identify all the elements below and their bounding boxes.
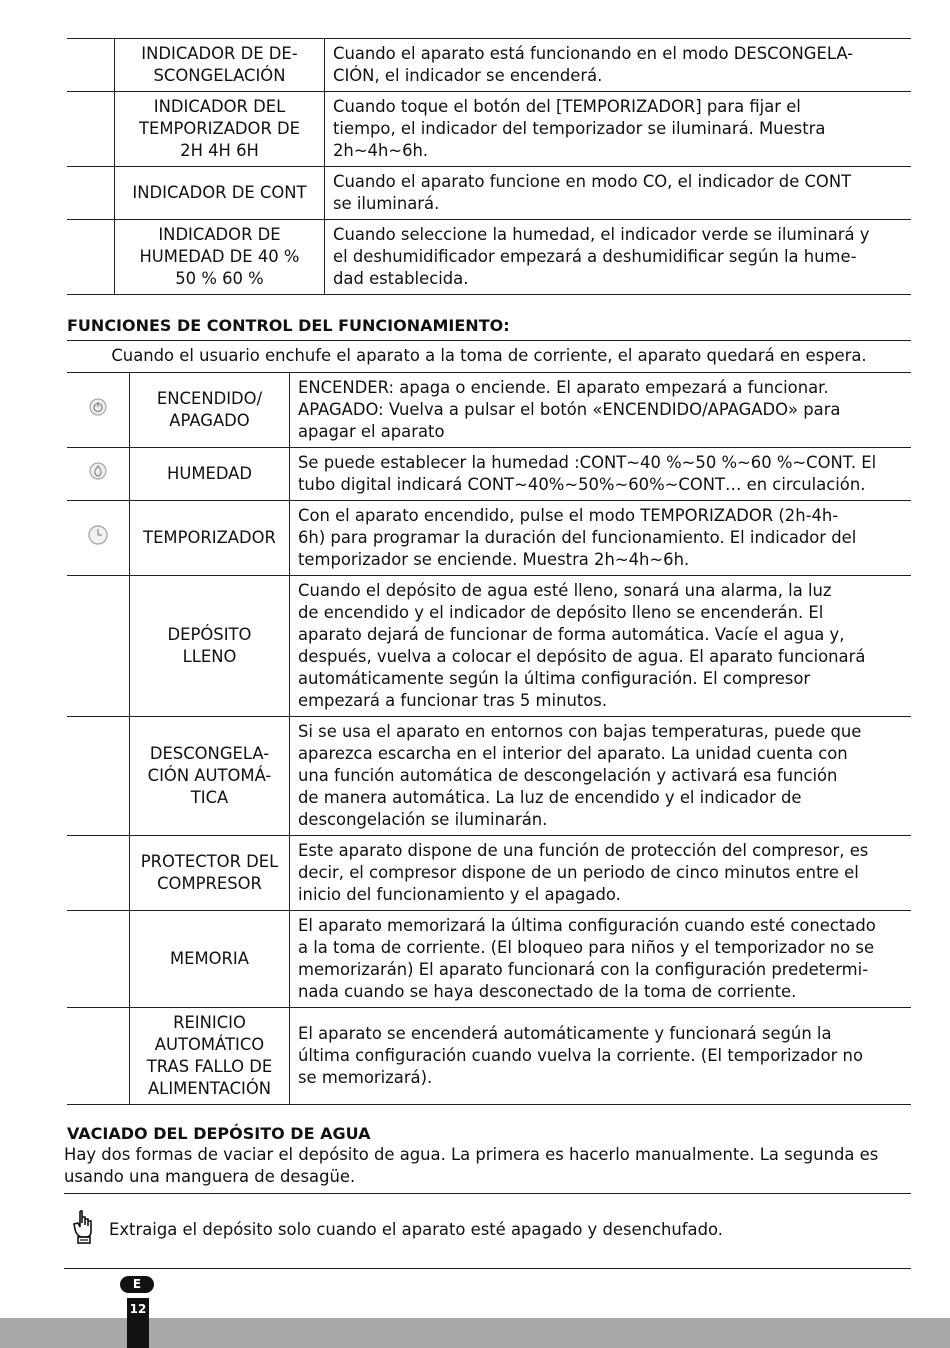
- function-description: El aparato memorizará la última configuración cuando esté conectado a la toma de corriente. (El bloqueo para niños y el temporizador no se memorizarán) El aparato funcionará con la configuración predetermi- nada cuando se haya desconectado de la toma de corriente.: [290, 911, 912, 1008]
- section-intro: Cuando el usuario enchufe el aparato a la toma de corriente, el aparato quedará en espera.: [67, 340, 911, 373]
- icon-cell: [67, 911, 130, 1008]
- indicator-label: INDICADOR DEL TEMPORIZADOR DE 2H 4H 6H: [115, 92, 325, 167]
- function-label: PROTECTOR DEL COMPRESOR: [130, 836, 290, 911]
- function-row: [67, 501, 911, 576]
- function-description: Cuando el depósito de agua esté lleno, sonará una alarma, la luz de encendido y el indicador de depósito lleno se encenderán. El aparato dejará de funcionar de forma automática. Vacíe el agua y, después, vuelva a colocar el depósito de agua. El aparato funcionará automáticamente según la última configuración. El compresor empezará a funcionar tras 5 minutos.: [290, 576, 912, 717]
- clock-icon: [87, 524, 109, 552]
- icon-cell: [67, 92, 115, 167]
- function-row: [67, 717, 911, 836]
- function-label: MEMORIA: [130, 911, 290, 1008]
- indicator-row: [67, 167, 911, 220]
- emptying-paragraph: [64, 1144, 914, 1188]
- icon-cell: [67, 39, 115, 92]
- function-row: [67, 911, 911, 1008]
- function-row: [67, 576, 911, 717]
- divider-top: [64, 1193, 911, 1194]
- function-description: Se puede establecer la humedad :CONT~40 %~50 %~60 %~CONT. El tubo digital indicará CONT~40%~50%~60%~CONT… en circulación.: [290, 448, 912, 501]
- icon-cell: [67, 1008, 130, 1105]
- indicator-label: INDICADOR DE CONT: [115, 167, 325, 220]
- droplet-icon: [89, 462, 107, 486]
- indicator-row: [67, 39, 911, 92]
- page-number: 12: [127, 1298, 149, 1348]
- function-row: [67, 448, 911, 501]
- divider-bottom: [64, 1268, 911, 1269]
- indicator-description: Cuando el aparato está funcionando en el modo DESCONGELA- CIÓN, el indicador se encenderá.: [325, 39, 912, 92]
- safety-note: Extraiga el depósito solo cuando el aparato esté apagado y desenchufado.: [109, 1220, 723, 1239]
- function-row: [67, 373, 911, 448]
- indicator-row: [67, 92, 911, 167]
- section-heading-control: FUNCIONES DE CONTROL DEL FUNCIONAMIENTO:: [67, 316, 510, 335]
- pointing-hand-icon: [70, 1209, 98, 1249]
- icon-cell: [67, 836, 130, 911]
- indicator-description: Cuando el aparato funcione en modo CO, el indicador de CONT se iluminará.: [325, 167, 912, 220]
- indicator-label: INDICADOR DE DE- SCONGELACIÓN: [115, 39, 325, 92]
- function-description: Con el aparato encendido, pulse el modo TEMPORIZADOR (2h-4h- 6h) para programar la duración del funcionamiento. El indicador del temporizador se enciende. Muestra 2h~4h~6h.: [290, 501, 912, 576]
- function-table: [67, 372, 911, 1105]
- function-row: [67, 836, 911, 911]
- indicator-description: Cuando toque el botón del [TEMPORIZADOR] para fijar el tiempo, el indicador del temporizador se iluminará. Muestra 2h~4h~6h.: [325, 92, 912, 167]
- function-label: TEMPORIZADOR: [130, 501, 290, 576]
- icon-cell: [67, 501, 130, 576]
- icon-cell: [67, 167, 115, 220]
- emptying-text: Hay dos formas de vaciar el depósito de agua. La primera es hacerlo manualmente. La segunda es usando una manguera de desagüe.: [64, 1145, 879, 1186]
- function-description: Si se usa el aparato en entornos con bajas temperaturas, puede que aparezca escarcha en el interior del aparato. La unidad cuenta con una función automática de descongelación y activará esa función de manera automática. La luz de encendido y el indicador de descongelación se iluminarán.: [290, 717, 912, 836]
- indicator-row: [67, 220, 911, 295]
- icon-cell: [67, 448, 130, 501]
- icon-cell: [67, 373, 130, 448]
- function-description: ENCENDER: apaga o enciende. El aparato empezará a funcionar. APAGADO: Vuelva a pulsar el botón «ENCENDIDO/APAGADO» para apagar el aparato: [290, 373, 912, 448]
- function-description: Este aparato dispone de una función de protección del compresor, es decir, el compresor dispone de un periodo de cinco minutos entre el inicio del funcionamiento y el apagado.: [290, 836, 912, 911]
- icon-cell: [67, 717, 130, 836]
- function-label: DESCONGELA- CIÓN AUTOMÁ- TICA: [130, 717, 290, 836]
- language-badge: E: [120, 1276, 154, 1293]
- indicator-label: INDICADOR DE HUMEDAD DE 40 % 50 % 60 %: [115, 220, 325, 295]
- function-description: El aparato se encenderá automáticamente y funcionará según la última configuración cuando vuelva la corriente. (El temporizador no se memorizará).: [290, 1008, 912, 1105]
- indicator-description: Cuando seleccione la humedad, el indicador verde se iluminará y el deshumidificador empezará a deshumidificar según la hume- dad establecida.: [325, 220, 912, 295]
- power-icon: [89, 398, 107, 422]
- function-label: HUMEDAD: [130, 448, 290, 501]
- function-label: DEPÓSITO LLENO: [130, 576, 290, 717]
- function-label: ENCENDIDO/ APAGADO: [130, 373, 290, 448]
- icon-cell: [67, 220, 115, 295]
- function-row: [67, 1008, 911, 1105]
- function-label: REINICIO AUTOMÁTICO TRAS FALLO DE ALIMENTACIÓN: [130, 1008, 290, 1105]
- section-heading-emptying: VACIADO DEL DEPÓSITO DE AGUA: [67, 1124, 371, 1143]
- icon-cell: [67, 576, 130, 717]
- indicator-table: [67, 38, 911, 295]
